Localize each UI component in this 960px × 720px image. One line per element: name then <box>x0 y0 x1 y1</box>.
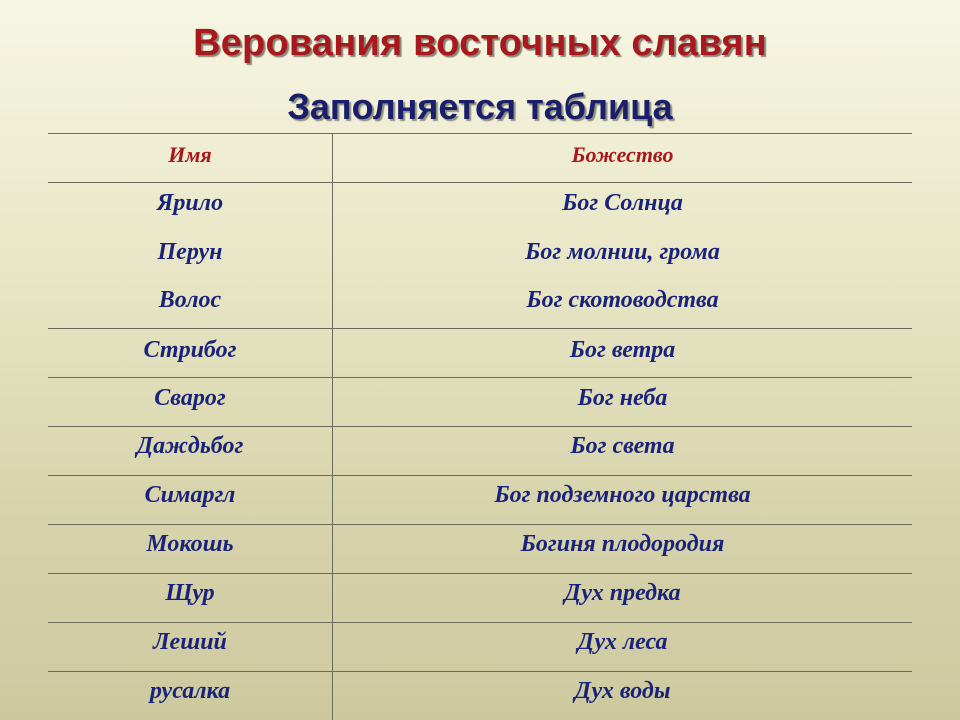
column-header-deity: Божество <box>571 142 674 167</box>
table-rule <box>48 475 912 476</box>
table-cell-name: Перун <box>157 239 223 265</box>
table-cell-name: Леший <box>153 629 227 655</box>
table-cell-name: русалка <box>149 678 231 704</box>
slide-title: Верования восточных славян <box>193 22 767 64</box>
table-rule <box>48 671 912 672</box>
table-cell-deity: Дух леса <box>577 629 668 655</box>
table-cell-deity: Бог света <box>570 433 675 459</box>
table-cell-deity: Бог неба <box>577 385 668 411</box>
table-cell-deity: Бог молнии, грома <box>525 239 720 265</box>
table-rule <box>48 426 912 427</box>
table-rule-top <box>48 133 912 134</box>
table-rule <box>48 377 912 378</box>
table-cell-name: Ярило <box>156 190 224 216</box>
slide-subtitle: Заполняется таблица <box>287 86 673 127</box>
table-rule <box>48 573 912 574</box>
table-cell-deity: Бог подземного царства <box>494 482 751 508</box>
table-cell-deity: Дух воды <box>574 678 671 704</box>
table-rule <box>48 622 912 623</box>
table-cell-name: Симаргл <box>144 482 236 508</box>
table-cell-deity: Бог ветра <box>569 337 676 363</box>
table-cell-deity: Богиня плодородия <box>520 531 725 557</box>
table-rule <box>48 328 912 329</box>
table-cell-name: Даждьбог <box>136 433 244 459</box>
table-cell-deity: Бог скотоводства <box>526 287 719 313</box>
table-cell-deity: Бог Солнца <box>562 190 683 216</box>
table-cell-name: Волос <box>158 287 222 313</box>
column-header-name: Имя <box>168 142 212 167</box>
table-cell-deity: Дух предка <box>564 580 681 606</box>
table-cell-name: Сварог <box>154 385 226 411</box>
table-cell-name: Стрибог <box>143 337 237 363</box>
table-rule <box>48 524 912 525</box>
table-rule-header <box>48 182 912 183</box>
table-cell-name: Мокошь <box>146 531 234 557</box>
table-cell-name: Щур <box>165 580 215 606</box>
